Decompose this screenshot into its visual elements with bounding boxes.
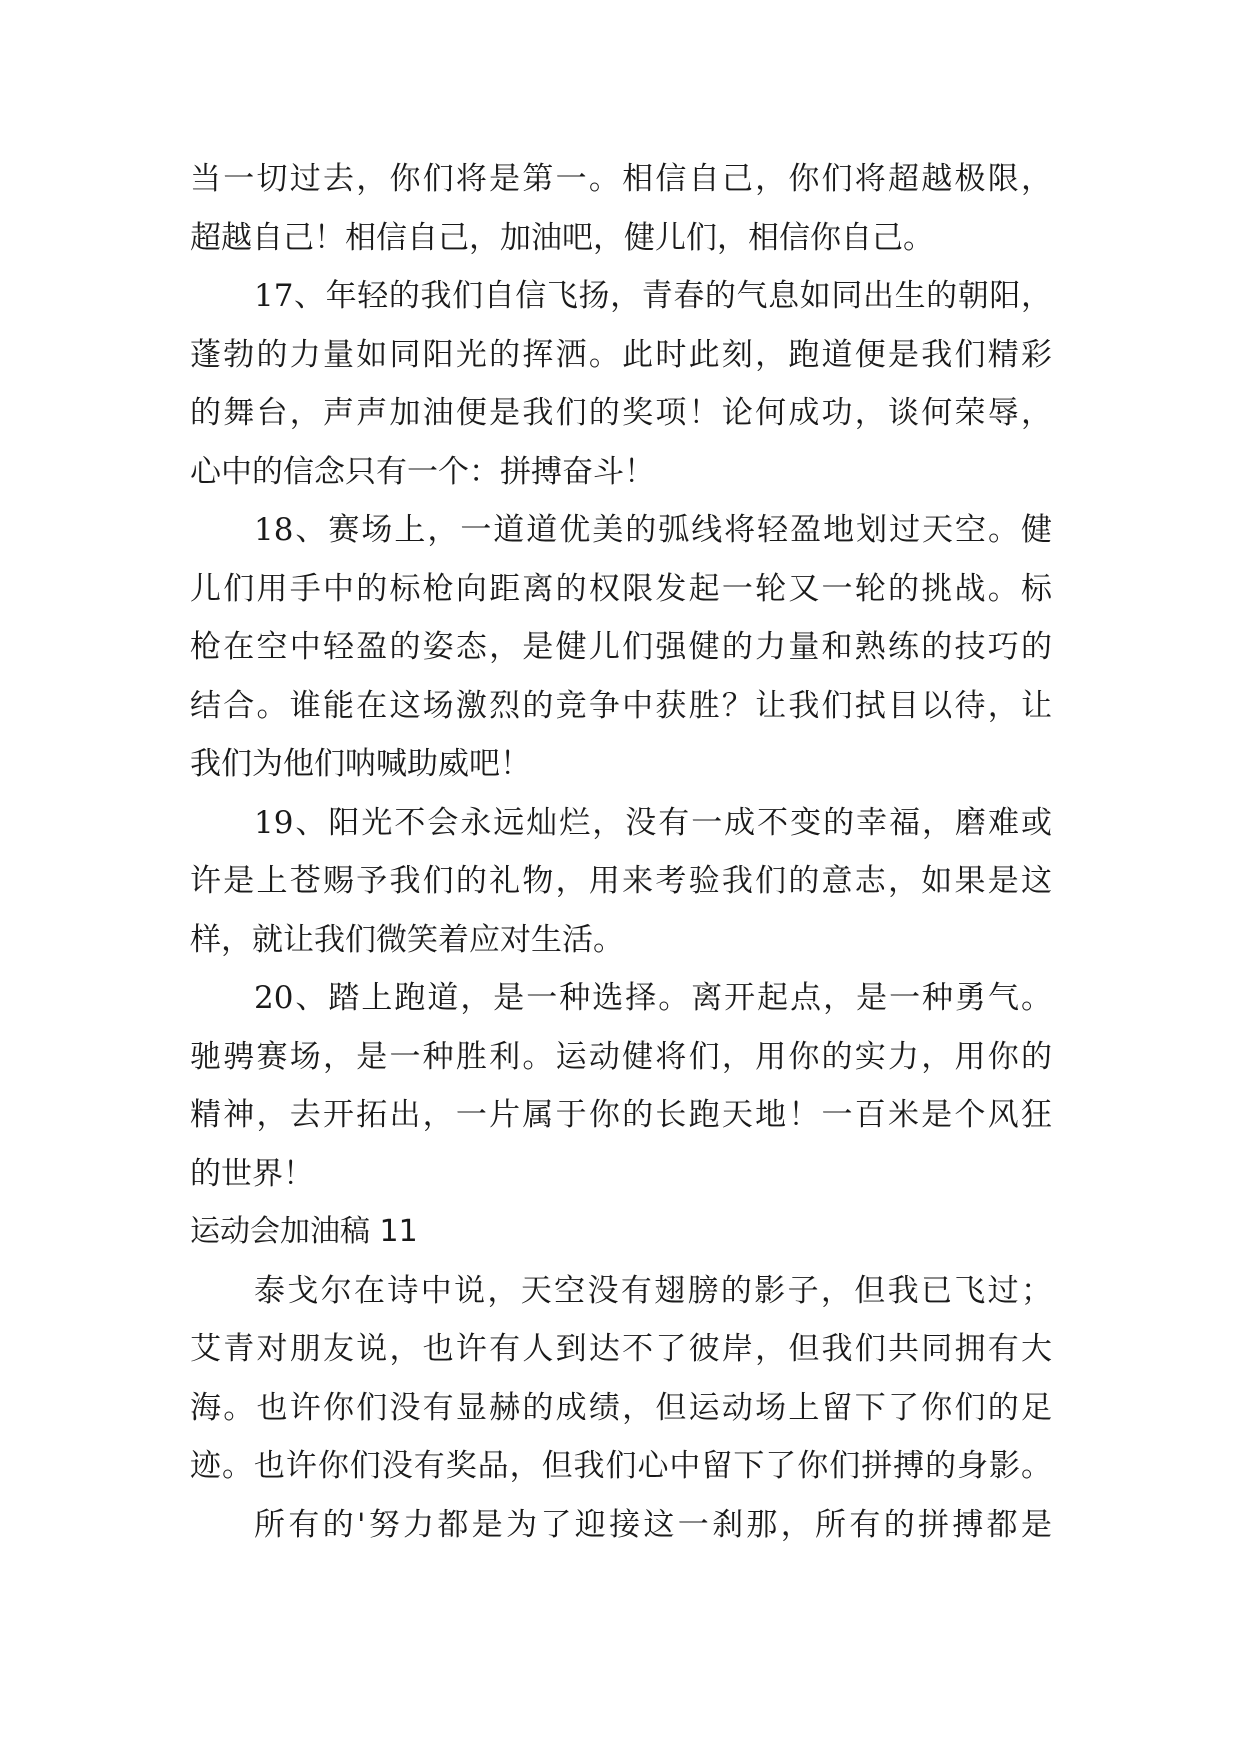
section-heading: 运动会加油稿 11 <box>190 1214 418 1249</box>
paragraph-start: 所有的'努力都是为了迎接这一刹那，所有的拼搏都是 <box>254 1506 1052 1543</box>
text-line: 的世界！ <box>190 1155 314 1192</box>
text-line: 海。也许你们没有显赫的成绩，但运动场上留下了你们的足 <box>190 1389 1052 1426</box>
text-line: 许是上苍赐予我们的礼物，用来考验我们的意志，如果是这 <box>190 863 1052 899</box>
text-line: 超越自己！相信自己，加油吧，健儿们，相信你自己。 <box>190 219 934 256</box>
text-line: 迹。也许你们没有奖品，但我们心中留下了你们拼搏的身影。 <box>190 1448 1052 1484</box>
paragraph-start: 泰戈尔在诗中说，天空没有翅膀的影子，但我已飞过； <box>254 1272 1052 1309</box>
paragraph-19-start: 19、阳光不会永远灿烂，没有一成不变的幸福，磨难或 <box>254 804 1052 841</box>
text-line: 儿们用手中的标枪向距离的权限发起一轮又一轮的挑战。标 <box>190 570 1052 607</box>
text-line: 当一切过去，你们将是第一。相信自己，你们将超越极限， <box>190 161 1052 197</box>
text-line: 的舞台，声声加油便是我们的奖项！论何成功，谈何荣辱， <box>190 395 1052 431</box>
paragraph-20-start: 20、踏上跑道，是一种选择。离开起点，是一种勇气。 <box>254 980 1052 1016</box>
text-line: 艾青对朋友说，也许有人到达不了彼岸，但我们共同拥有大 <box>190 1331 1052 1367</box>
text-line: 驰骋赛场，是一种胜利。运动健将们，用你的实力，用你的 <box>190 1038 1052 1075</box>
text-line: 枪在空中轻盈的姿态，是健儿们强健的力量和熟练的技巧的 <box>190 629 1052 665</box>
paragraph-18-start: 18、赛场上，一道道优美的弧线将轻盈地划过天空。健 <box>254 512 1052 548</box>
paragraph-17-start: 17、年轻的我们自信飞扬，青春的气息如同出生的朝阳， <box>254 278 1052 314</box>
text-line: 精神，去开拓出，一片属于你的长跑天地！一百米是个风狂 <box>190 1097 1052 1133</box>
document-page <box>190 150 1052 1554</box>
text-line: 样，就让我们微笑着应对生活。 <box>190 921 624 958</box>
text-line: 结合。谁能在这场激烈的竞争中获胜？让我们拭目以待，让 <box>190 687 1052 724</box>
text-line: 我们为他们呐喊助威吧！ <box>190 746 531 782</box>
text-line: 心中的信念只有一个：拼搏奋斗！ <box>190 453 655 490</box>
text-line: 蓬勃的力量如同阳光的挥洒。此时此刻，跑道便是我们精彩 <box>190 336 1052 373</box>
